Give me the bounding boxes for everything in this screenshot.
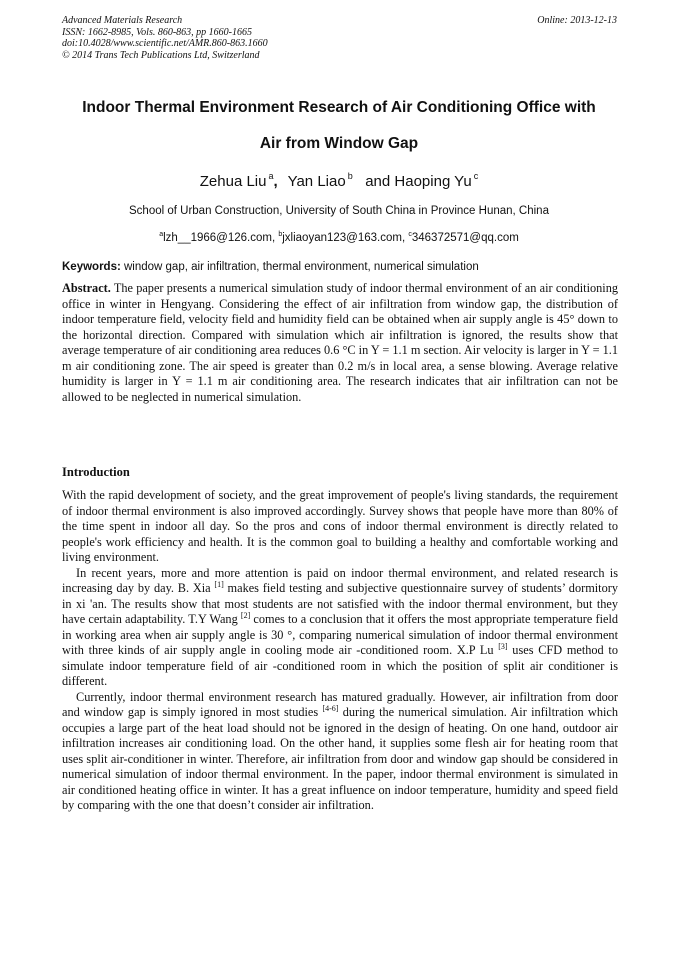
- keywords: [62, 259, 618, 275]
- title-line-2: Air from Window Gap: [259, 135, 419, 152]
- citation-ref: [4-6]: [322, 704, 339, 713]
- abstract-label: Abstract.: [62, 281, 111, 295]
- journal-header: [62, 15, 617, 61]
- affiliation: School of Urban Construction, University of South China in Province Hunan, China: [129, 205, 549, 217]
- intro-p2-text: uses CFD method to simulate indoor temperature field of air -conditioned room in which the position of split air conditioner is different.: [62, 643, 618, 688]
- intro-p2-text: makes field testing and subjective questionnaire survey of students’ dormitory in xi 'an. The results show that most students are not satisfied with the indoor thermal environment, but they have certain adaptability. T.Y Wang: [62, 581, 618, 626]
- citation-ref: [1]: [214, 580, 224, 589]
- author-separator: ,: [273, 173, 278, 190]
- introduction-body: [62, 488, 618, 814]
- email-mark-b: b: [278, 231, 283, 238]
- citation-ref: [2]: [240, 611, 251, 620]
- author-name: Yan Liao: [287, 173, 346, 190]
- email-b: jxliaoyan123@163.com,: [282, 232, 409, 244]
- email-c: 346372571@qq.com: [411, 232, 519, 244]
- intro-p3-text: Currently, indoor thermal environment research has matured gradually. However, air infiltration from door and window gap is simply ignored in most studies: [62, 689, 618, 719]
- doi-line: doi:10.4028/www.scientific.net/AMR.860-863.1660: [62, 38, 268, 50]
- title-line-1: Indoor Thermal Environment Research of Air Conditioning Office with: [82, 99, 596, 116]
- author-name: Zehua Liu: [199, 173, 267, 190]
- author-affil-mark: a: [268, 171, 274, 181]
- author-list: [40, 166, 638, 192]
- email-mark-c: c: [408, 231, 412, 238]
- copyright-line: © 2014 Trans Tech Publications Ltd, Switzerland: [62, 49, 260, 61]
- intro-paragraph-2: [62, 566, 618, 690]
- intro-p3-text: during the numerical simulation. Air infiltration which occupies a large part of the heat load should not be ignored in the design of heating. On one hand, outdoor air infiltration increases air conditioning load. On the other hand, it supplies some flesh air for heating room that uses split air-conditioner in winter. Therefore, air infiltration from door and window gap should be considered in numerical simulation of indoor thermal environment. In the paper, indoor thermal environment is simulated in air conditioned heating office in winter. It has a great influence on indoor temperature, humidity and speed field by comparing with the one that doesn’t consider air infiltration.: [62, 705, 618, 812]
- online-date: Online: 2013-12-13: [537, 15, 617, 26]
- paper-title: [40, 90, 638, 162]
- email-a: lzh__1966@126.com,: [163, 232, 279, 244]
- journal-name: Advanced Materials Research: [62, 15, 183, 26]
- email-mark-a: a: [159, 231, 164, 238]
- abstract-text: The paper presents a numerical simulation study of indoor thermal environment of an air conditioning office in winter in Hengyang. Considering the effect of air infiltration from window gap, the distribution of indoor temperature field, velocity field and humidity field can be obtained when air supply angle is 45° down to the horizontal direction. Compared with simulation which air infiltration is ignored, the results show that average temperature of air conditioning area reduces 0.6 °C in Y = 1.1 m section. Air velocity is larger in Y = 1.1 m air conditioning zone. The air speed is greater than 0.2 m/s in local area, a sense blowing. Average relative humidity is larger in Y = 1.1 m air conditioning area. The research indicates that air infiltration can not be allowed to be neglected in numerical simulation.: [62, 281, 618, 404]
- intro-paragraph-1: With the rapid development of society, and the great improvement of people's living standards, the requirement of indoor thermal environment is also improved accordingly. Survey shows that people have more than 80% of the time spent in indoor all day. So the pros and cons of indoor thermal environment is directly related to people's work efficiency and health. It is the common goal to building a healthy and comfortable working and living environment.: [62, 488, 618, 564]
- citation-ref: [3]: [498, 642, 508, 651]
- abstract: [62, 281, 618, 405]
- issn-line: ISSN: 1662-8985, Vols. 860-863, pp 1660-1665: [62, 26, 252, 38]
- author-emails: [40, 227, 638, 246]
- keywords-text: window gap, air infiltration, thermal environment, numerical simulation: [120, 261, 479, 273]
- keywords-label: Keywords:: [62, 261, 121, 273]
- section-heading-introduction: Introduction: [62, 465, 130, 479]
- author-name: and Haoping Yu: [365, 173, 472, 190]
- intro-p2-text: In recent years, more and more attention is paid on indoor thermal environment, and related research is increasing day by day. B. Xia: [62, 565, 618, 595]
- author-affil-mark: c: [473, 171, 479, 181]
- author-affil-mark: b: [347, 171, 353, 181]
- intro-p2-text: comes to a conclusion that it offers the most appropriate temperature field in working area when air supply angle is 30 °, comparing numerical simulation of indoor thermal environment with three kinds of air supply angle in cooling mode air -conditioned room. X.P Lu: [62, 612, 619, 657]
- intro-paragraph-3: [62, 690, 618, 814]
